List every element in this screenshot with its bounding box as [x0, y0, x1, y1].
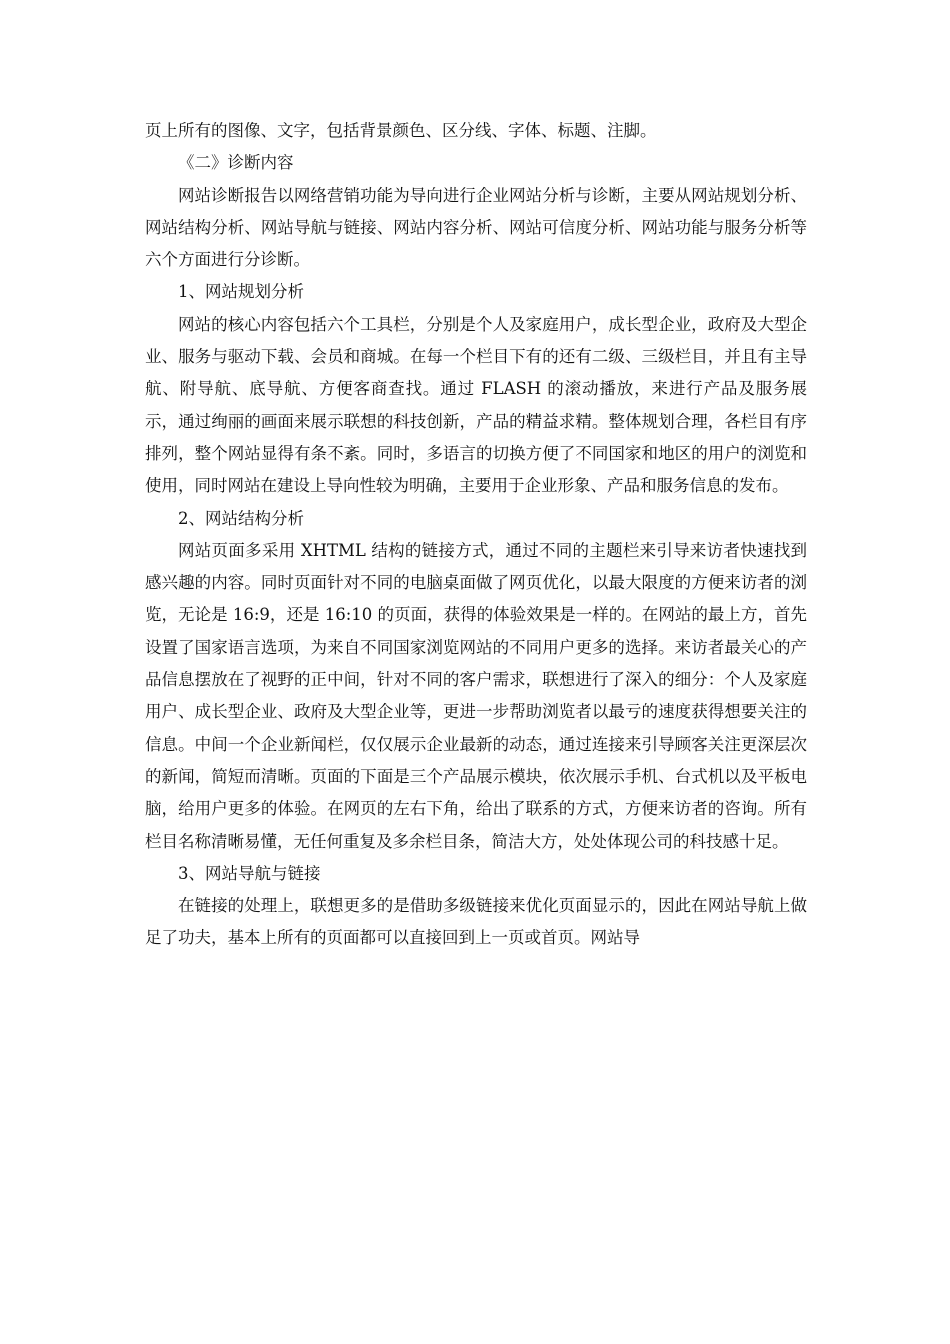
paragraph-navigation-links: 在链接的处理上，联想更多的是借助多级链接来优化页面显示的，因此在网站导航上做足了功夫，基本上所有的页面都可以直接回到上一页或首页。网站导	[145, 896, 807, 948]
section-heading-diagnosis-content: 《二》诊断内容	[178, 153, 294, 173]
subheading-site-planning: 1、网站规划分析	[178, 282, 304, 302]
paragraph-continued: 页上所有的图像、文字，包括背景颜色、区分线、字体、标题、注脚。	[145, 121, 657, 140]
paragraph-site-structure: 网站页面多采用 XHTML 结构的链接方式，通过不同的主题栏来引导来访者快速找到感兴趣的内容。同时页面针对不同的电脑桌面做了网页优化，以最大限度的方便来访者的浏览，无论是 16:9，还是 16:10 的页面，获得的体验效果是一样的。在网站的最上方，首先设置了国家语言选项，为来自不同国家浏览网站的不同用户更多的选择。来访者最关心的产品信息摆放在了视野的正中间，针对不同的客户需求，联想进行了深入的细分：个人及家庭用户、成长型企业、政府及大型企业等，更进一步帮助浏览者以最亏的速度获得想要关注的信息。中间一个企业新闻栏，仅仅展示企业最新的动态，通过连接来引导顾客关注更深层次的新闻，简短而清晰。页面的下面是三个产品展示模块，依次展示手机、台式机以及平板电脑，给用户更多的体验。在网页的左右下角，给出了联系的方式，方便来访者的咨询。所有栏目名称清晰易懂，无任何重复及多余栏目条，简洁大方，处处体现公司的科技感十足。	[145, 540, 807, 851]
paragraph-site-planning: 网站的核心内容包括六个工具栏，分别是个人及家庭用户，成长型企业，政府及大型企业、服务与驱动下载、会员和商城。在每一个栏目下有的还有二级、三级栏目，并且有主导航、附导航、底导航、方便客商查找。通过 FLASH 的滚动播放，来进行产品及服务展示，通过绚丽的画面来展示联想的科技创新，产品的精益求精。整体规划合理，各栏目有序排列，整个网站显得有条不紊。同时，多语言的切换方便了不同国家和地区的用户的浏览和使用，同时网站在建设上导向性较为明确，主要用于企业形象、产品和服务信息的发布。	[145, 314, 807, 496]
paragraph-diagnosis-intro: 网站诊断报告以网络营销功能为导向进行企业网站分析与诊断，主要从网站规划分析、网站结构分析、网站导航与链接、网站内容分析、网站可信度分析、网站功能与服务分析等六个方面进行分诊断。	[145, 185, 807, 270]
subheading-site-structure: 2、网站结构分析	[178, 508, 304, 528]
document-page	[145, 115, 807, 955]
subheading-navigation-links: 3、网站导航与链接	[178, 863, 321, 883]
